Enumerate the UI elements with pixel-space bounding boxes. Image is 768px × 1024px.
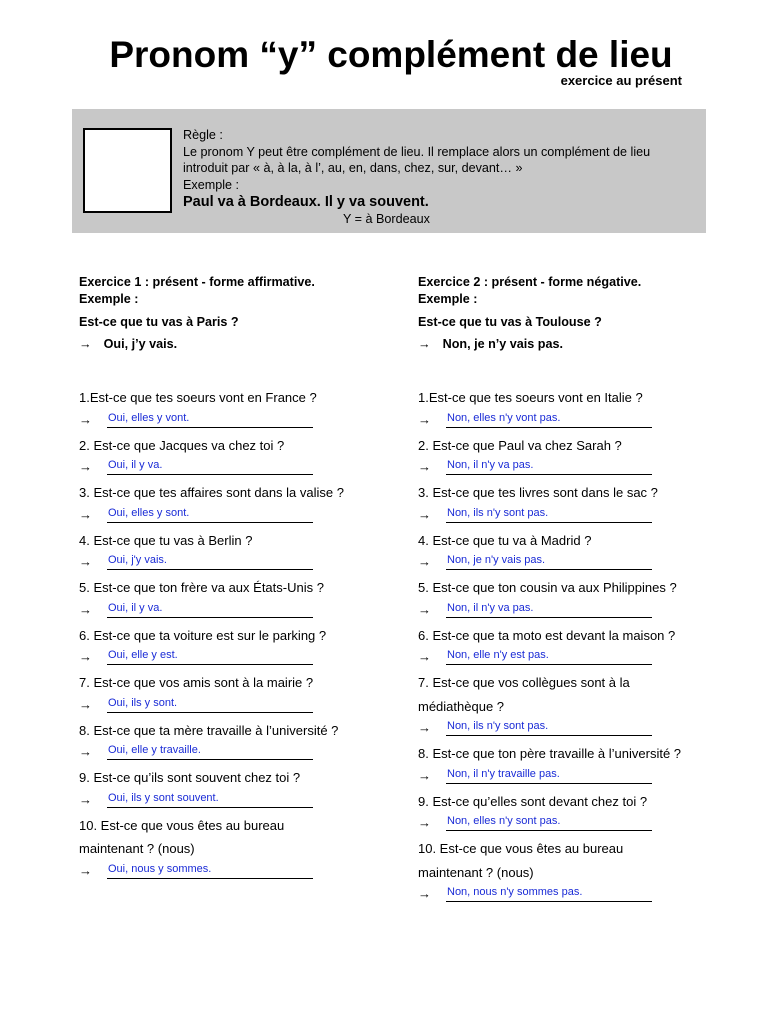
- question: 1.Est-ce que tes soeurs vont en France ?: [79, 390, 317, 405]
- question: 8. Est-ce que ta mère travaille à l’université ?: [79, 722, 339, 738]
- rule-text: Le pronom Y peut être complément de lieu. Il remplace alors un complément de lieu introduit par « à, à la, à l’, au, en, dans, chez, sur, devant… »: [183, 144, 651, 175]
- question: 1.Est-ce que tes soeurs vont en Italie ?: [418, 390, 643, 405]
- arrow-icon: →: [418, 815, 431, 830]
- answer-line: [107, 427, 313, 428]
- arrow-icon: →: [79, 696, 92, 712]
- arrow-icon: →: [79, 791, 92, 807]
- answer-text: Oui, ils y sont.: [108, 696, 178, 709]
- answer-text: Oui, ils y sont souvent.: [108, 791, 219, 804]
- question: 6. Est-ce que ta moto est devant la maison ?: [418, 627, 676, 643]
- answer-field[interactable]: [418, 457, 738, 481]
- arrow-icon: →: [79, 601, 92, 617]
- answer-text: Oui, nous y sommes.: [108, 862, 212, 875]
- list-item: [418, 386, 738, 434]
- arrow-icon: →: [79, 411, 92, 427]
- arrow-icon: →: [79, 337, 92, 351]
- question: 10. Est-ce que vous êtes au bureau: [418, 841, 624, 856]
- answer-line: [446, 783, 652, 784]
- answer-field[interactable]: [418, 647, 738, 671]
- exercise-1-example-answer: [79, 337, 399, 351]
- answer-field[interactable]: [418, 552, 738, 576]
- page-title: Pronom “y” complément de lieu: [109, 34, 673, 75]
- arrow-icon: →: [418, 459, 431, 474]
- question: 9. Est-ce qu’elles sont devant chez toi ?: [418, 793, 648, 809]
- exercise-1-heading: Exercice 1 : présent - forme affirmative.: [79, 275, 315, 289]
- image-placeholder: [83, 128, 172, 213]
- answer-field[interactable]: [79, 742, 399, 766]
- list-item: [418, 742, 738, 790]
- example-answer-text: Non, je n’y vais pas.: [442, 337, 563, 351]
- exercise-1-items: [79, 386, 399, 885]
- exercise-2-heading: Exercice 2 : présent - forme négative.: [418, 275, 642, 289]
- answer-line: [107, 617, 313, 618]
- question: 5. Est-ce que ton cousin va aux Philippines ?: [418, 580, 677, 595]
- rule-equation: Y = à Bordeaux: [343, 212, 430, 226]
- question: 7. Est-ce que vos collègues sont à la: [418, 675, 630, 690]
- question: 9. Est-ce qu’ils sont souvent chez toi ?: [79, 770, 301, 785]
- answer-line: [446, 617, 652, 618]
- answer-line: [446, 474, 652, 475]
- page-subtitle: exercice au présent: [560, 73, 682, 88]
- answer-line: [446, 522, 652, 523]
- answer-text: Non, il n'y va pas.: [447, 459, 534, 471]
- exercise-2-example-label: Exemple :: [418, 291, 478, 306]
- list-item: [418, 790, 738, 838]
- arrow-icon: →: [418, 720, 431, 735]
- exercise-1-example-question: Est-ce que tu vas à Paris ?: [79, 315, 239, 329]
- arrow-icon: →: [418, 554, 431, 569]
- answer-field[interactable]: [418, 718, 738, 742]
- answer-field[interactable]: [79, 695, 399, 719]
- question: 8. Est-ce que ton père travaille à l’université ?: [418, 746, 682, 761]
- arrow-icon: →: [418, 601, 431, 617]
- question: 5. Est-ce que ton frère va aux États-Unis ?: [79, 580, 324, 595]
- arrow-icon: →: [418, 649, 431, 664]
- answer-text: Oui, elle y travaille.: [108, 744, 201, 756]
- answer-field[interactable]: [418, 600, 738, 624]
- question: 3. Est-ce que tes affaires sont dans la valise ?: [79, 485, 344, 500]
- arrow-icon: →: [79, 862, 92, 878]
- answer-text: Non, je n'y vais pas.: [447, 554, 546, 566]
- list-item: [79, 529, 399, 577]
- answer-field[interactable]: [79, 647, 399, 671]
- answer-text: Oui, j'y vais.: [108, 554, 167, 566]
- list-item: [79, 814, 399, 885]
- arrow-icon: →: [418, 411, 431, 427]
- question: 4. Est-ce que tu va à Madrid ?: [418, 532, 592, 548]
- answer-line: [446, 735, 652, 736]
- question: 2. Est-ce que Paul va chez Sarah ?: [418, 437, 622, 453]
- answer-text: Non, ils n'y sont pas.: [447, 720, 549, 732]
- arrow-icon: →: [79, 459, 92, 474]
- answer-text: Oui, il y va.: [108, 601, 163, 614]
- arrow-icon: →: [418, 337, 431, 351]
- list-item: [418, 837, 738, 908]
- exercise-2-items: [418, 386, 738, 908]
- rule-heading: Règle :: [183, 128, 223, 142]
- answer-text: Non, il n'y travaille pas.: [447, 767, 560, 780]
- list-item: [79, 481, 399, 529]
- answer-text: Non, elles n'y sont pas.: [447, 815, 561, 827]
- question: 4. Est-ce que tu vas à Berlin ?: [79, 532, 253, 548]
- question: 3. Est-ce que tes livres sont dans le sac ?: [418, 485, 658, 500]
- answer-text: Oui, elle y est.: [108, 649, 178, 661]
- question-continued: maintenant ? (nous): [79, 841, 195, 856]
- answer-field[interactable]: [418, 505, 738, 529]
- question: 2. Est-ce que Jacques va chez toi ?: [79, 437, 285, 453]
- answer-line: [446, 901, 652, 902]
- list-item: [79, 671, 399, 719]
- list-item: [79, 624, 399, 672]
- arrow-icon: →: [418, 767, 431, 783]
- question: 6. Est-ce que ta voiture est sur le parking ?: [79, 627, 327, 643]
- answer-field[interactable]: [418, 884, 738, 908]
- answer-text: Non, ils n'y sont pas.: [447, 506, 549, 519]
- answer-field[interactable]: [79, 861, 399, 885]
- answer-line: [107, 807, 313, 808]
- answer-field[interactable]: [79, 410, 399, 434]
- answer-field[interactable]: [418, 766, 738, 790]
- answer-field[interactable]: [418, 410, 738, 434]
- arrow-icon: →: [418, 506, 431, 522]
- rule-example-label: Exemple :: [183, 177, 239, 192]
- list-item: [79, 719, 399, 767]
- answer-text: Non, elles n'y vont pas.: [447, 411, 561, 424]
- exercise-2-example-question: Est-ce que tu vas à Toulouse ?: [418, 315, 602, 329]
- answer-line: [446, 427, 652, 428]
- example-answer-text: Oui, j’y vais.: [103, 337, 178, 351]
- list-item: [79, 766, 399, 814]
- rule-example-sentence: Paul va à Bordeaux. Il y va souvent.: [183, 194, 429, 210]
- list-item: [418, 481, 738, 529]
- question: 10. Est-ce que vous êtes au bureau: [79, 817, 285, 833]
- question: 7. Est-ce que vos amis sont à la mairie ?: [79, 675, 314, 690]
- list-item: [79, 386, 399, 434]
- answer-text: Non, elle n'y est pas.: [447, 649, 549, 661]
- exercise-2-example-answer: [418, 337, 738, 351]
- answer-line: [107, 474, 313, 475]
- arrow-icon: →: [79, 506, 92, 522]
- list-item: [79, 434, 399, 482]
- exercise-2: [418, 274, 738, 901]
- answer-line: [107, 569, 313, 570]
- answer-line: [107, 878, 313, 879]
- answer-text: Oui, elles y vont.: [108, 411, 190, 424]
- answer-field[interactable]: [79, 457, 399, 481]
- answer-text: Oui, elles y sont.: [108, 506, 190, 519]
- list-item: [418, 576, 738, 624]
- answer-line: [446, 830, 652, 831]
- answer-text: Non, nous n'y sommes pas.: [447, 886, 583, 898]
- answer-line: [107, 712, 313, 713]
- question-continued: médiathèque ?: [418, 698, 505, 714]
- list-item: [418, 434, 738, 482]
- answer-text: Non, il n'y va pas.: [447, 601, 534, 614]
- answer-text: Oui, il y va.: [108, 459, 163, 471]
- answer-line: [107, 759, 313, 760]
- exercise-1: [79, 274, 399, 878]
- answer-line: [446, 569, 652, 570]
- answer-field[interactable]: [79, 505, 399, 529]
- arrow-icon: →: [79, 649, 92, 664]
- answer-field[interactable]: [79, 600, 399, 624]
- list-item: [418, 671, 738, 742]
- answer-line: [107, 664, 313, 665]
- list-item: [79, 576, 399, 624]
- arrow-icon: →: [79, 744, 92, 759]
- rule-box: [72, 109, 706, 233]
- exercise-1-example-label: Exemple :: [79, 291, 139, 306]
- answer-line: [107, 522, 313, 523]
- answer-field[interactable]: [418, 813, 738, 837]
- rule-text-block: [183, 127, 698, 227]
- list-item: [418, 529, 738, 577]
- answer-field[interactable]: [79, 552, 399, 576]
- arrow-icon: →: [418, 886, 431, 901]
- question-continued: maintenant ? (nous): [418, 864, 534, 880]
- list-item: [418, 624, 738, 672]
- answer-line: [446, 664, 652, 665]
- arrow-icon: →: [79, 554, 92, 569]
- answer-field[interactable]: [79, 790, 399, 814]
